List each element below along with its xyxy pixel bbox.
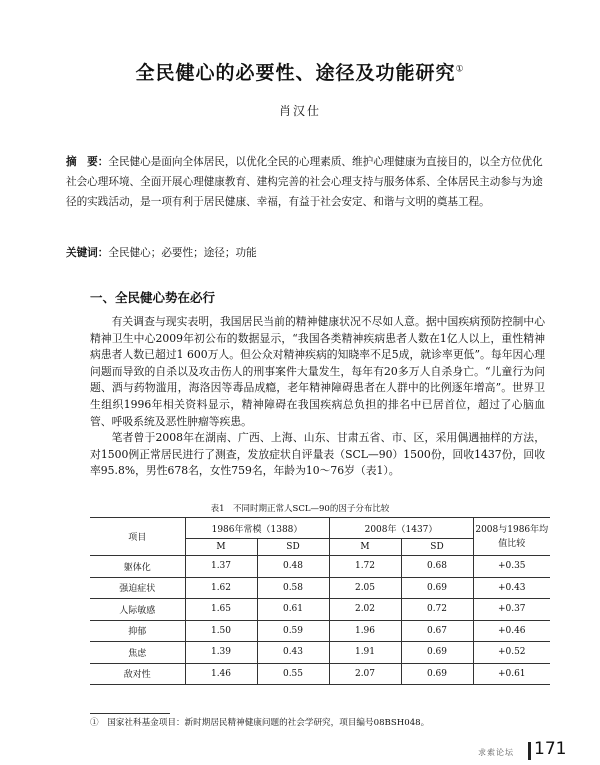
row-label: 焦虑 [90, 642, 185, 664]
cell-m2008: 2.02 [329, 599, 401, 621]
table-row [90, 620, 550, 642]
cell-m1986: 1.65 [185, 599, 257, 621]
row-label: 敌对性 [90, 663, 185, 685]
cell-m2008: 1.72 [329, 556, 401, 578]
journal-name: 求索论坛 [478, 748, 514, 757]
paragraph: 笔者曾于2008年在湖南、广西、上海、山东、甘肃五省、市、区，采用偶遇抽样的方法，对1500例正常居民进行了测查，发放症状自评量表（SCL—90）1500份，回收1437份，回收率95.8%，男性678名，女性759名，年龄为10～76岁（表1）。 [90, 431, 545, 478]
row-label: 抑郁 [90, 620, 185, 642]
footnote-divider [90, 713, 170, 714]
header-m: M [329, 539, 401, 556]
cell-sd2008: 0.69 [401, 642, 473, 664]
cell-sd1986: 0.55 [257, 663, 329, 685]
body-text [90, 314, 545, 480]
cell-m1986: 1.46 [185, 663, 257, 685]
header-sd: SD [257, 539, 329, 556]
cell-diff: +0.43 [473, 577, 550, 599]
cell-m2008: 1.91 [329, 642, 401, 664]
table-row [90, 663, 550, 685]
cell-sd1986: 0.43 [257, 642, 329, 664]
keywords-label: 关键词： [66, 247, 109, 259]
paragraph: 有关调查与现实表明，我国居民当前的精神健康状况不尽如人意。据中国疾病预防控制中心精神卫生中心2009年初公布的数据显示，“我国各类精神疾病患者人数在1亿人以上，重性精神病患者人数已超过1 600万人。但公众对精神疾病的知晓率不足5成，就诊率更低”。每年因心理问题而导致的自杀以及攻击伤人的刑事案件大量发生，每年有20多万人自杀身亡。“儿童行为问题、酒与药物滥用，海洛因等毒品成瘾，老年精神障碍患者在人群中的比例逐年增高”。世界卫生组织1996年相关资料显示，精神障碍在我国疾病总负担的排名中已居首位，超过了心脑血管、呼吸系统及恶性肿瘤等疾患。 [90, 315, 545, 428]
header-2008: 2008年（1437） [329, 518, 473, 539]
cell-m1986: 1.50 [185, 620, 257, 642]
table-row [90, 556, 550, 578]
scl90-table [90, 517, 550, 685]
table-row [90, 577, 550, 599]
table-row [90, 642, 550, 664]
cell-diff: +0.46 [473, 620, 550, 642]
row-label: 躯体化 [90, 556, 185, 578]
abstract [66, 152, 546, 212]
page-number-bar [528, 742, 531, 760]
cell-sd2008: 0.72 [401, 599, 473, 621]
cell-m2008: 1.96 [329, 620, 401, 642]
cell-sd1986: 0.48 [257, 556, 329, 578]
paper-title: 全民健心的必要性、途径及功能研究① [135, 62, 465, 84]
page-number: 171 [534, 739, 567, 759]
section-heading: 一、全民健心势在必行 [90, 290, 216, 305]
cell-m1986: 1.39 [185, 642, 257, 664]
keywords [66, 245, 546, 261]
cell-sd2008: 0.67 [401, 620, 473, 642]
table-row [90, 599, 550, 621]
cell-m2008: 2.05 [329, 577, 401, 599]
cell-sd1986: 0.59 [257, 620, 329, 642]
keywords-text: 全民健心；必要性；途径；功能 [108, 247, 257, 259]
row-label: 人际敏感 [90, 599, 185, 621]
author: 肖汉仕 [278, 104, 321, 118]
cell-diff: +0.61 [473, 663, 550, 685]
header-item: 项目 [90, 518, 185, 556]
footnote: ① 国家社科基金项目：新时期居民精神健康问题的社会学研究，项目编号08BSH048。 [90, 718, 430, 728]
cell-diff: +0.37 [473, 599, 550, 621]
cell-sd2008: 0.69 [401, 577, 473, 599]
cell-m2008: 2.07 [329, 663, 401, 685]
header-compare: 2008与1986年均值比较 [473, 518, 550, 556]
abstract-text: 全民健心是面向全体居民，以优化全民的心理素质、维护心理健康为直接目的，以全方位优化社会心理环境、全面开展心理健康教育、建构完善的社会心理支持与服务体系、全体居民主动参与为途径的实践活动，是一项有利于居民健康、幸福，有益于社会安定、和谐与文明的奠基工程。 [66, 156, 543, 208]
abstract-label: 摘 要： [66, 156, 109, 168]
cell-diff: +0.35 [473, 556, 550, 578]
title-footnote-marker: ① [455, 64, 465, 75]
cell-m1986: 1.62 [185, 577, 257, 599]
header-1986: 1986年常模（1388） [185, 518, 329, 539]
cell-sd2008: 0.68 [401, 556, 473, 578]
cell-sd1986: 0.61 [257, 599, 329, 621]
header-m: M [185, 539, 257, 556]
cell-sd1986: 0.58 [257, 577, 329, 599]
cell-diff: +0.52 [473, 642, 550, 664]
row-label: 强迫症状 [90, 577, 185, 599]
table-caption: 表1 不同时期正常人SCL—90的因子分布比较 [210, 504, 390, 514]
cell-m1986: 1.37 [185, 556, 257, 578]
header-sd: SD [401, 539, 473, 556]
cell-sd2008: 0.69 [401, 663, 473, 685]
